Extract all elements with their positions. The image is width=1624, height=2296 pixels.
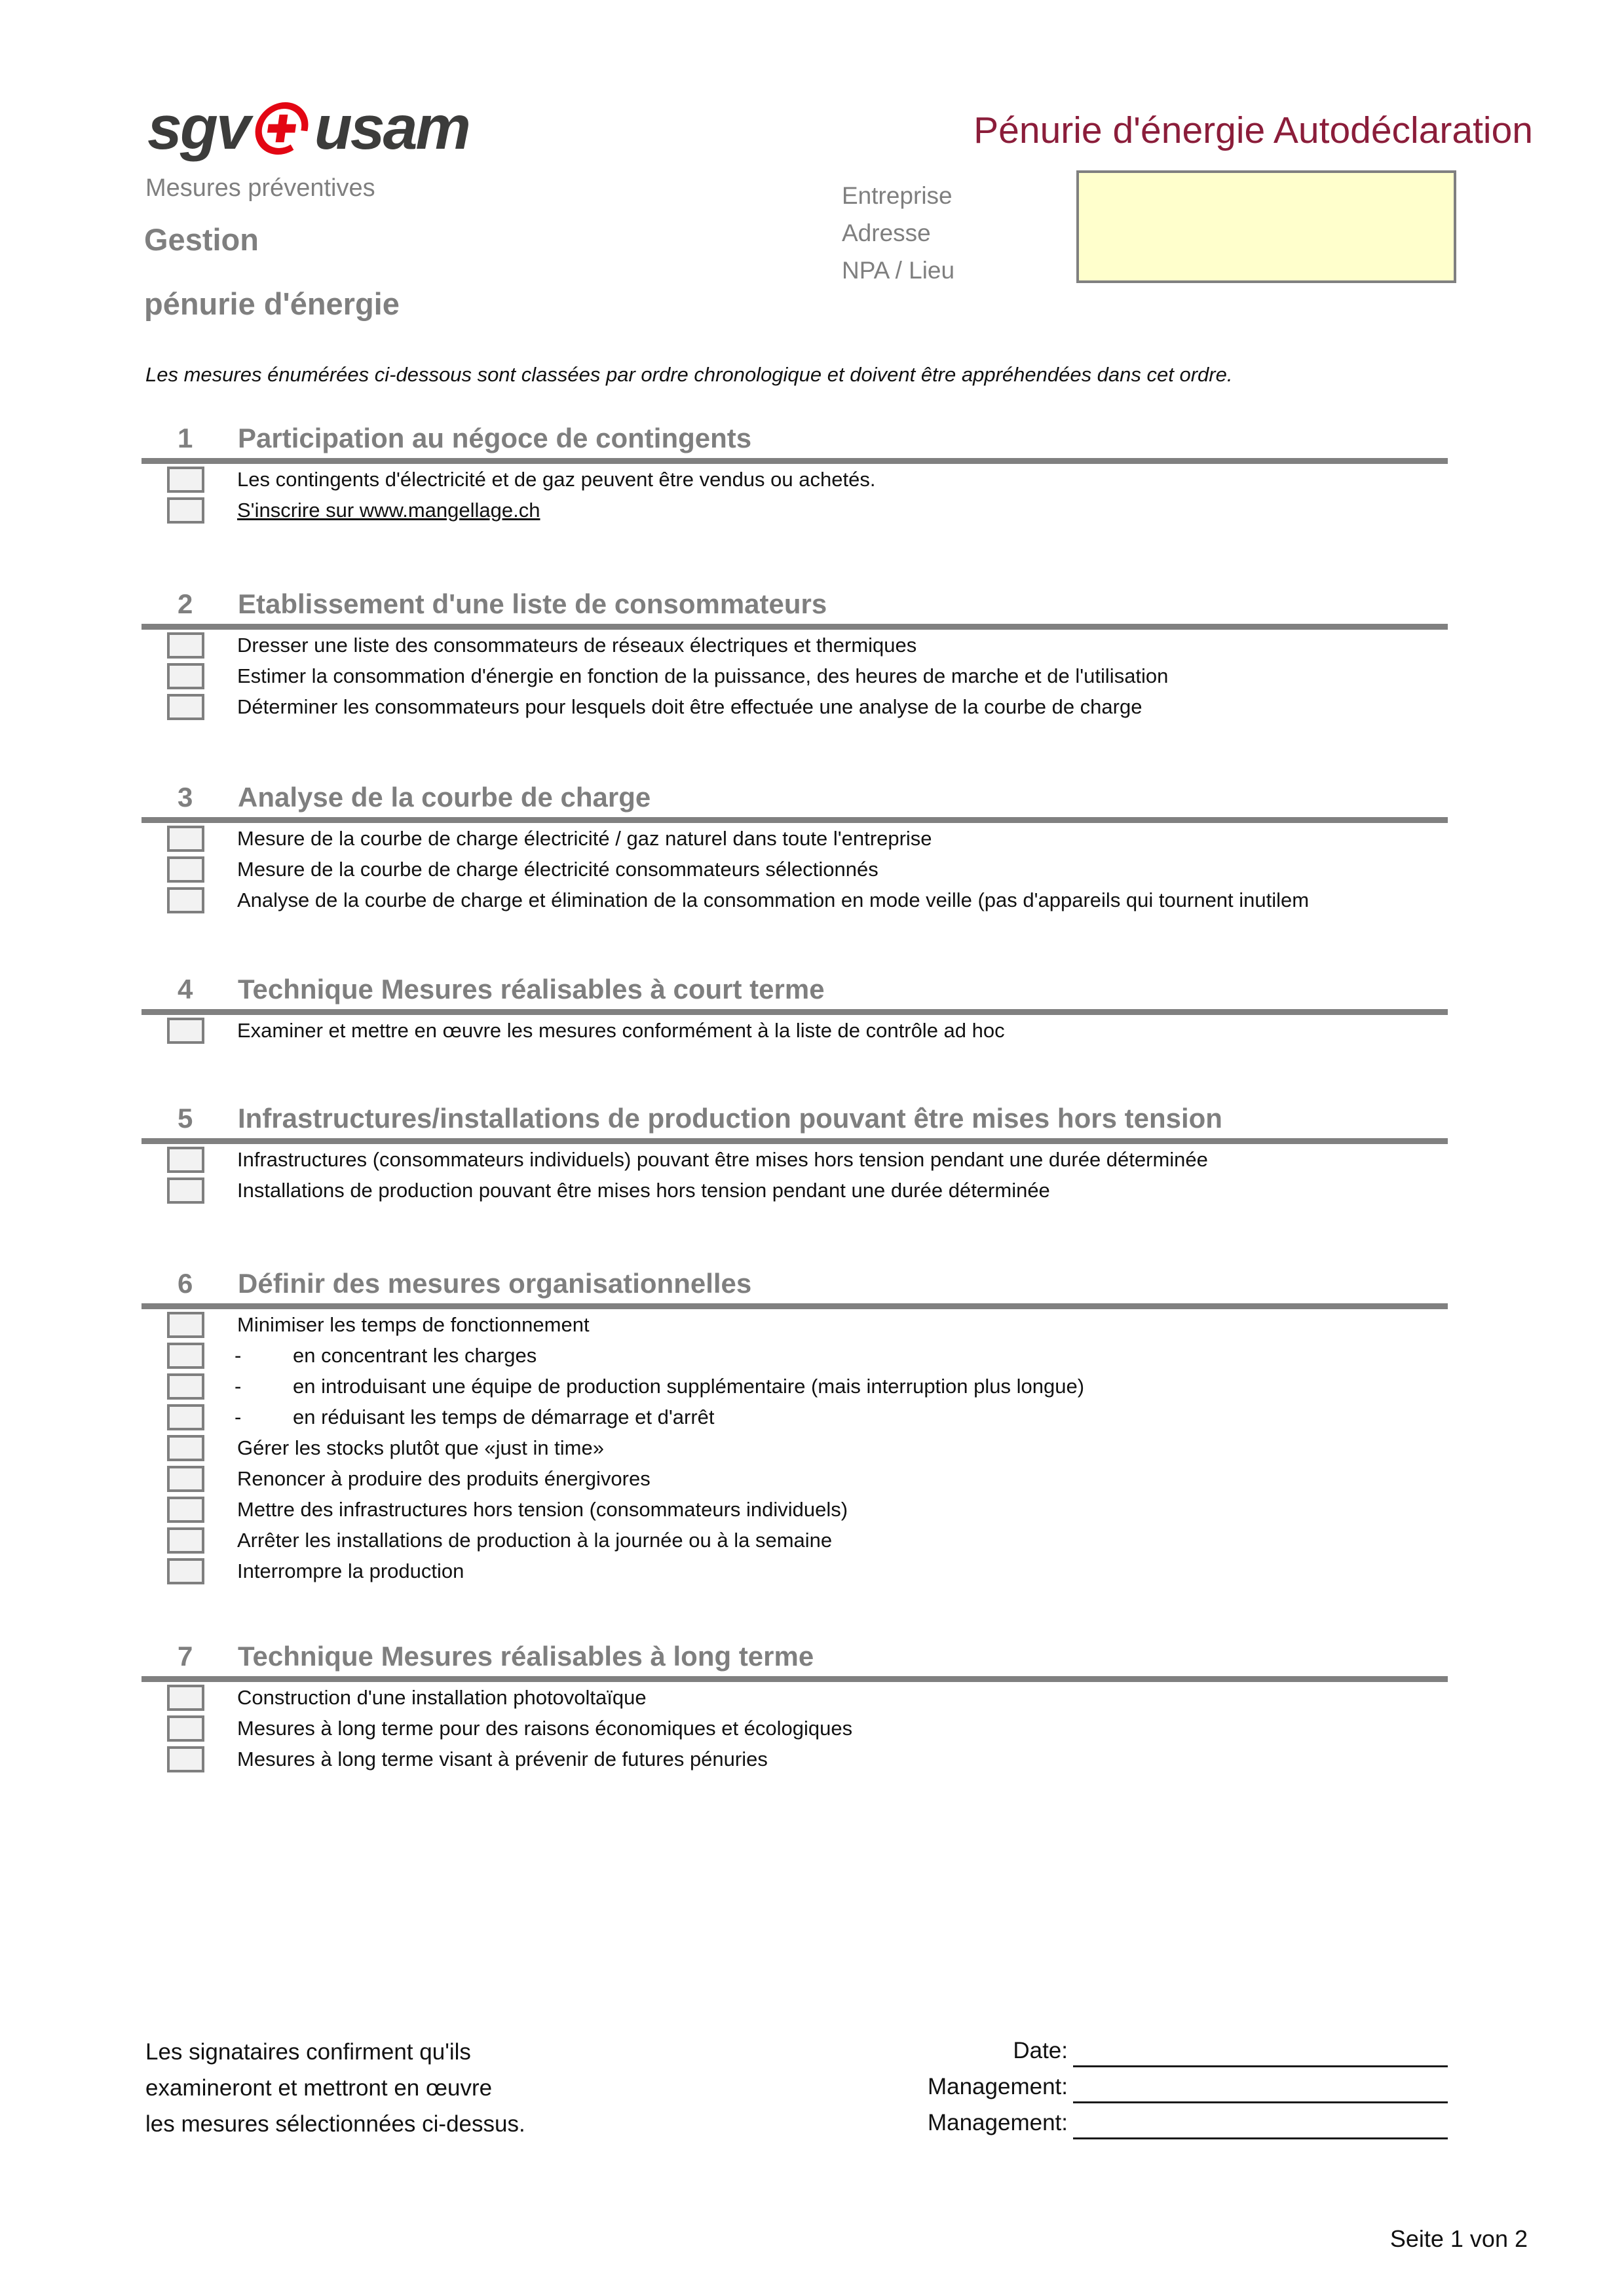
checklist-item xyxy=(142,693,1448,724)
date-signature-line[interactable] xyxy=(1073,2035,1448,2067)
item-label: Les contingents d'électricité et de gaz peuvent être vendus ou achetés. xyxy=(237,468,876,491)
section-4 xyxy=(142,974,1448,1048)
section-title: Définir des mesures organisationnelles xyxy=(238,1268,752,1299)
checkbox[interactable] xyxy=(167,1373,204,1400)
section-title: Analyse de la courbe de charge xyxy=(238,782,651,813)
checkbox[interactable] xyxy=(167,1177,204,1204)
checklist-item xyxy=(142,1146,1448,1177)
section-items xyxy=(142,1684,1448,1776)
section-items xyxy=(142,1311,1448,1588)
section-title: Etablissement d'une liste de consommateurs xyxy=(238,588,827,619)
section-header xyxy=(142,782,1448,817)
item-label: Construction d'une installation photovoltaïque xyxy=(237,1686,647,1709)
item-label: Mesures à long terme visant à prévenir de futures pénuries xyxy=(237,1748,768,1770)
company-field-labels xyxy=(842,177,954,289)
confirmation-line: les mesures sélectionnées ci-dessus. xyxy=(145,2111,525,2137)
checkbox[interactable] xyxy=(167,1746,204,1772)
section-divider xyxy=(142,458,1448,464)
checkbox[interactable] xyxy=(167,856,204,883)
logo-text-usam: usam xyxy=(314,93,469,163)
checklist-item xyxy=(142,1017,1448,1048)
checklist-item xyxy=(142,1311,1448,1342)
section-title: Participation au négoce de contingents xyxy=(238,423,752,453)
item-label: Dresser une liste des consommateurs de réseaux électriques et thermiques xyxy=(237,634,917,657)
item-label: Installations de production pouvant être mises hors tension pendant une durée déterminée xyxy=(237,1179,1050,1202)
section-divider xyxy=(142,624,1448,630)
item-label: en concentrant les charges xyxy=(293,1344,537,1367)
item-label: Minimiser les temps de fonctionnement xyxy=(237,1313,590,1336)
document-title: Pénurie d'énergie Autodéclaration xyxy=(973,109,1533,151)
checklist-item xyxy=(142,1342,1448,1373)
checklist-item xyxy=(142,1177,1448,1208)
checklist-item xyxy=(142,1746,1448,1776)
item-label: Renoncer à produire des produits énergivores xyxy=(237,1467,651,1490)
checkbox[interactable] xyxy=(167,632,204,659)
section-number: 5 xyxy=(178,1103,193,1134)
section-items xyxy=(142,825,1448,917)
checklist-item xyxy=(142,1465,1448,1496)
section-items xyxy=(142,466,1448,527)
section-divider xyxy=(142,1676,1448,1682)
checkbox[interactable] xyxy=(167,497,204,524)
checkbox[interactable] xyxy=(167,1404,204,1430)
section-number: 6 xyxy=(178,1268,193,1299)
item-label: Gérer les stocks plutôt que «just in time» xyxy=(237,1436,604,1459)
section-header xyxy=(142,1268,1448,1303)
section-number: 4 xyxy=(178,974,193,1004)
section-number: 2 xyxy=(178,588,193,619)
section-divider xyxy=(142,817,1448,823)
item-label: Estimer la consommation d'énergie en fonction de la puissance, des heures de marche et de l'utilisation xyxy=(237,664,1169,687)
checklist-item xyxy=(142,1527,1448,1558)
confirmation-text xyxy=(145,2034,525,2142)
section-5 xyxy=(142,1103,1448,1208)
checkbox[interactable] xyxy=(167,694,204,720)
form-subtitle: Mesures préventives xyxy=(145,174,375,202)
date-label: Date: xyxy=(1013,2038,1068,2063)
label-entreprise: Entreprise xyxy=(842,182,953,209)
management-label-1: Management: xyxy=(927,2074,1068,2099)
form-title-line2: pénurie d'énergie xyxy=(144,286,400,321)
checklist-item xyxy=(142,1684,1448,1715)
item-label: Examiner et mettre en œuvre les mesures conformément à la liste de contrôle ad hoc xyxy=(237,1019,1005,1042)
section-header xyxy=(142,423,1448,458)
section-1 xyxy=(142,423,1448,527)
item-label: Arrêter les installations de production à la journée ou à la semaine xyxy=(237,1529,833,1552)
item-label: en introduisant une équipe de production supplémentaire (mais interruption plus longue) xyxy=(293,1375,1085,1398)
checkbox[interactable] xyxy=(167,1685,204,1711)
section-title: Technique Mesures réalisables à court terme xyxy=(238,974,825,1004)
section-divider xyxy=(142,1138,1448,1144)
checkbox[interactable] xyxy=(167,1018,204,1044)
item-label: Interrompre la production xyxy=(237,1559,464,1582)
checklist-item xyxy=(142,1715,1448,1746)
item-label: Analyse de la courbe de charge et élimination de la consommation en mode veille (pas d'appareils qui tournent inutilem xyxy=(237,889,1310,911)
checkbox[interactable] xyxy=(167,1312,204,1338)
section-divider xyxy=(142,1009,1448,1015)
confirmation-line: Les signataires confirment qu'ils xyxy=(145,2039,471,2065)
checkbox[interactable] xyxy=(167,663,204,689)
confirmation-line: examineront et mettront en œuvre xyxy=(145,2075,493,2101)
label-npa-lieu: NPA / Lieu xyxy=(842,257,955,284)
form-title-line1: Gestion xyxy=(144,222,259,257)
section-items xyxy=(142,1146,1448,1208)
label-adresse: Adresse xyxy=(842,220,931,246)
item-label: Mesures à long terme pour des raisons économiques et écologiques xyxy=(237,1717,853,1740)
section-items xyxy=(142,1017,1448,1048)
checklist-item xyxy=(142,497,1448,527)
section-7 xyxy=(142,1641,1448,1776)
dash-bullet: - xyxy=(235,1375,242,1398)
checkbox[interactable] xyxy=(167,1147,204,1173)
item-label: en réduisant les temps de démarrage et d'arrêt xyxy=(293,1406,715,1428)
logo-text-sgv: sgv xyxy=(147,93,249,163)
item-label: Mesure de la courbe de charge électricité consommateurs sélectionnés xyxy=(237,858,878,881)
management-signature-line-2[interactable] xyxy=(1073,2107,1448,2139)
checkbox[interactable] xyxy=(167,1558,204,1584)
link-mangellage[interactable]: S'inscrire sur www.mangellage.ch xyxy=(237,499,540,522)
section-number: 3 xyxy=(178,782,193,813)
section-number: 1 xyxy=(178,423,193,453)
section-header xyxy=(142,974,1448,1009)
checklist-item xyxy=(142,1404,1448,1434)
item-label: Mettre des infrastructures hors tension (consommateurs individuels) xyxy=(237,1498,848,1521)
checklist-item xyxy=(142,1558,1448,1588)
dash-bullet: - xyxy=(235,1406,242,1428)
checkbox[interactable] xyxy=(167,1715,204,1742)
intro-text: Les mesures énumérées ci-dessous sont classées par ordre chronologique et doivent être appréhendées dans cet ordre. xyxy=(145,363,1233,386)
management-label-2: Management: xyxy=(927,2110,1068,2135)
checklist-item xyxy=(142,662,1448,693)
section-title: Infrastructures/installations de production pouvant être mises hors tension xyxy=(238,1103,1222,1134)
checkbox[interactable] xyxy=(167,1343,204,1369)
section-3 xyxy=(142,782,1448,917)
checkbox[interactable] xyxy=(167,887,204,913)
checkbox[interactable] xyxy=(167,1497,204,1523)
checklist-item xyxy=(142,1373,1448,1404)
checkbox[interactable] xyxy=(167,826,204,852)
section-number: 7 xyxy=(178,1641,193,1672)
section-divider xyxy=(142,1303,1448,1309)
checklist-item xyxy=(142,1496,1448,1527)
checklist-item xyxy=(142,825,1448,856)
item-label: Infrastructures (consommateurs individuels) pouvant être mises hors tension pendant une durée déterminée xyxy=(237,1148,1208,1171)
checkbox[interactable] xyxy=(167,1435,204,1461)
section-header xyxy=(142,1641,1448,1676)
section-items xyxy=(142,632,1448,724)
sgv-usam-logo xyxy=(147,93,469,163)
checklist-item xyxy=(142,466,1448,497)
signature-row-management-2 xyxy=(786,2107,1449,2143)
page-number: Seite 1 von 2 xyxy=(1389,2225,1528,2252)
checkbox[interactable] xyxy=(167,467,204,493)
signature-row-management-1 xyxy=(786,2071,1449,2107)
section-header xyxy=(142,588,1448,624)
checklist-item xyxy=(142,856,1448,887)
checkbox[interactable] xyxy=(167,1466,204,1492)
swiss-cross-emblem xyxy=(252,98,312,159)
checkbox[interactable] xyxy=(167,1527,204,1554)
management-signature-line-1[interactable] xyxy=(1073,2071,1448,2103)
item-label: Déterminer les consommateurs pour lesquels doit être effectuée une analyse de la courbe de charge xyxy=(237,695,1142,718)
signature-area xyxy=(786,2035,1449,2143)
signature-row-date xyxy=(786,2035,1449,2071)
item-label: Mesure de la courbe de charge électricité / gaz naturel dans toute l'entreprise xyxy=(237,827,932,850)
section-title: Technique Mesures réalisables à long terme xyxy=(238,1641,814,1672)
checklist-item xyxy=(142,887,1448,917)
dash-bullet: - xyxy=(235,1344,242,1367)
section-header xyxy=(142,1103,1448,1138)
section-6 xyxy=(142,1268,1448,1588)
checklist-item xyxy=(142,1434,1448,1465)
checklist-item xyxy=(142,632,1448,662)
company-input-box[interactable] xyxy=(1076,170,1456,283)
section-2 xyxy=(142,588,1448,724)
